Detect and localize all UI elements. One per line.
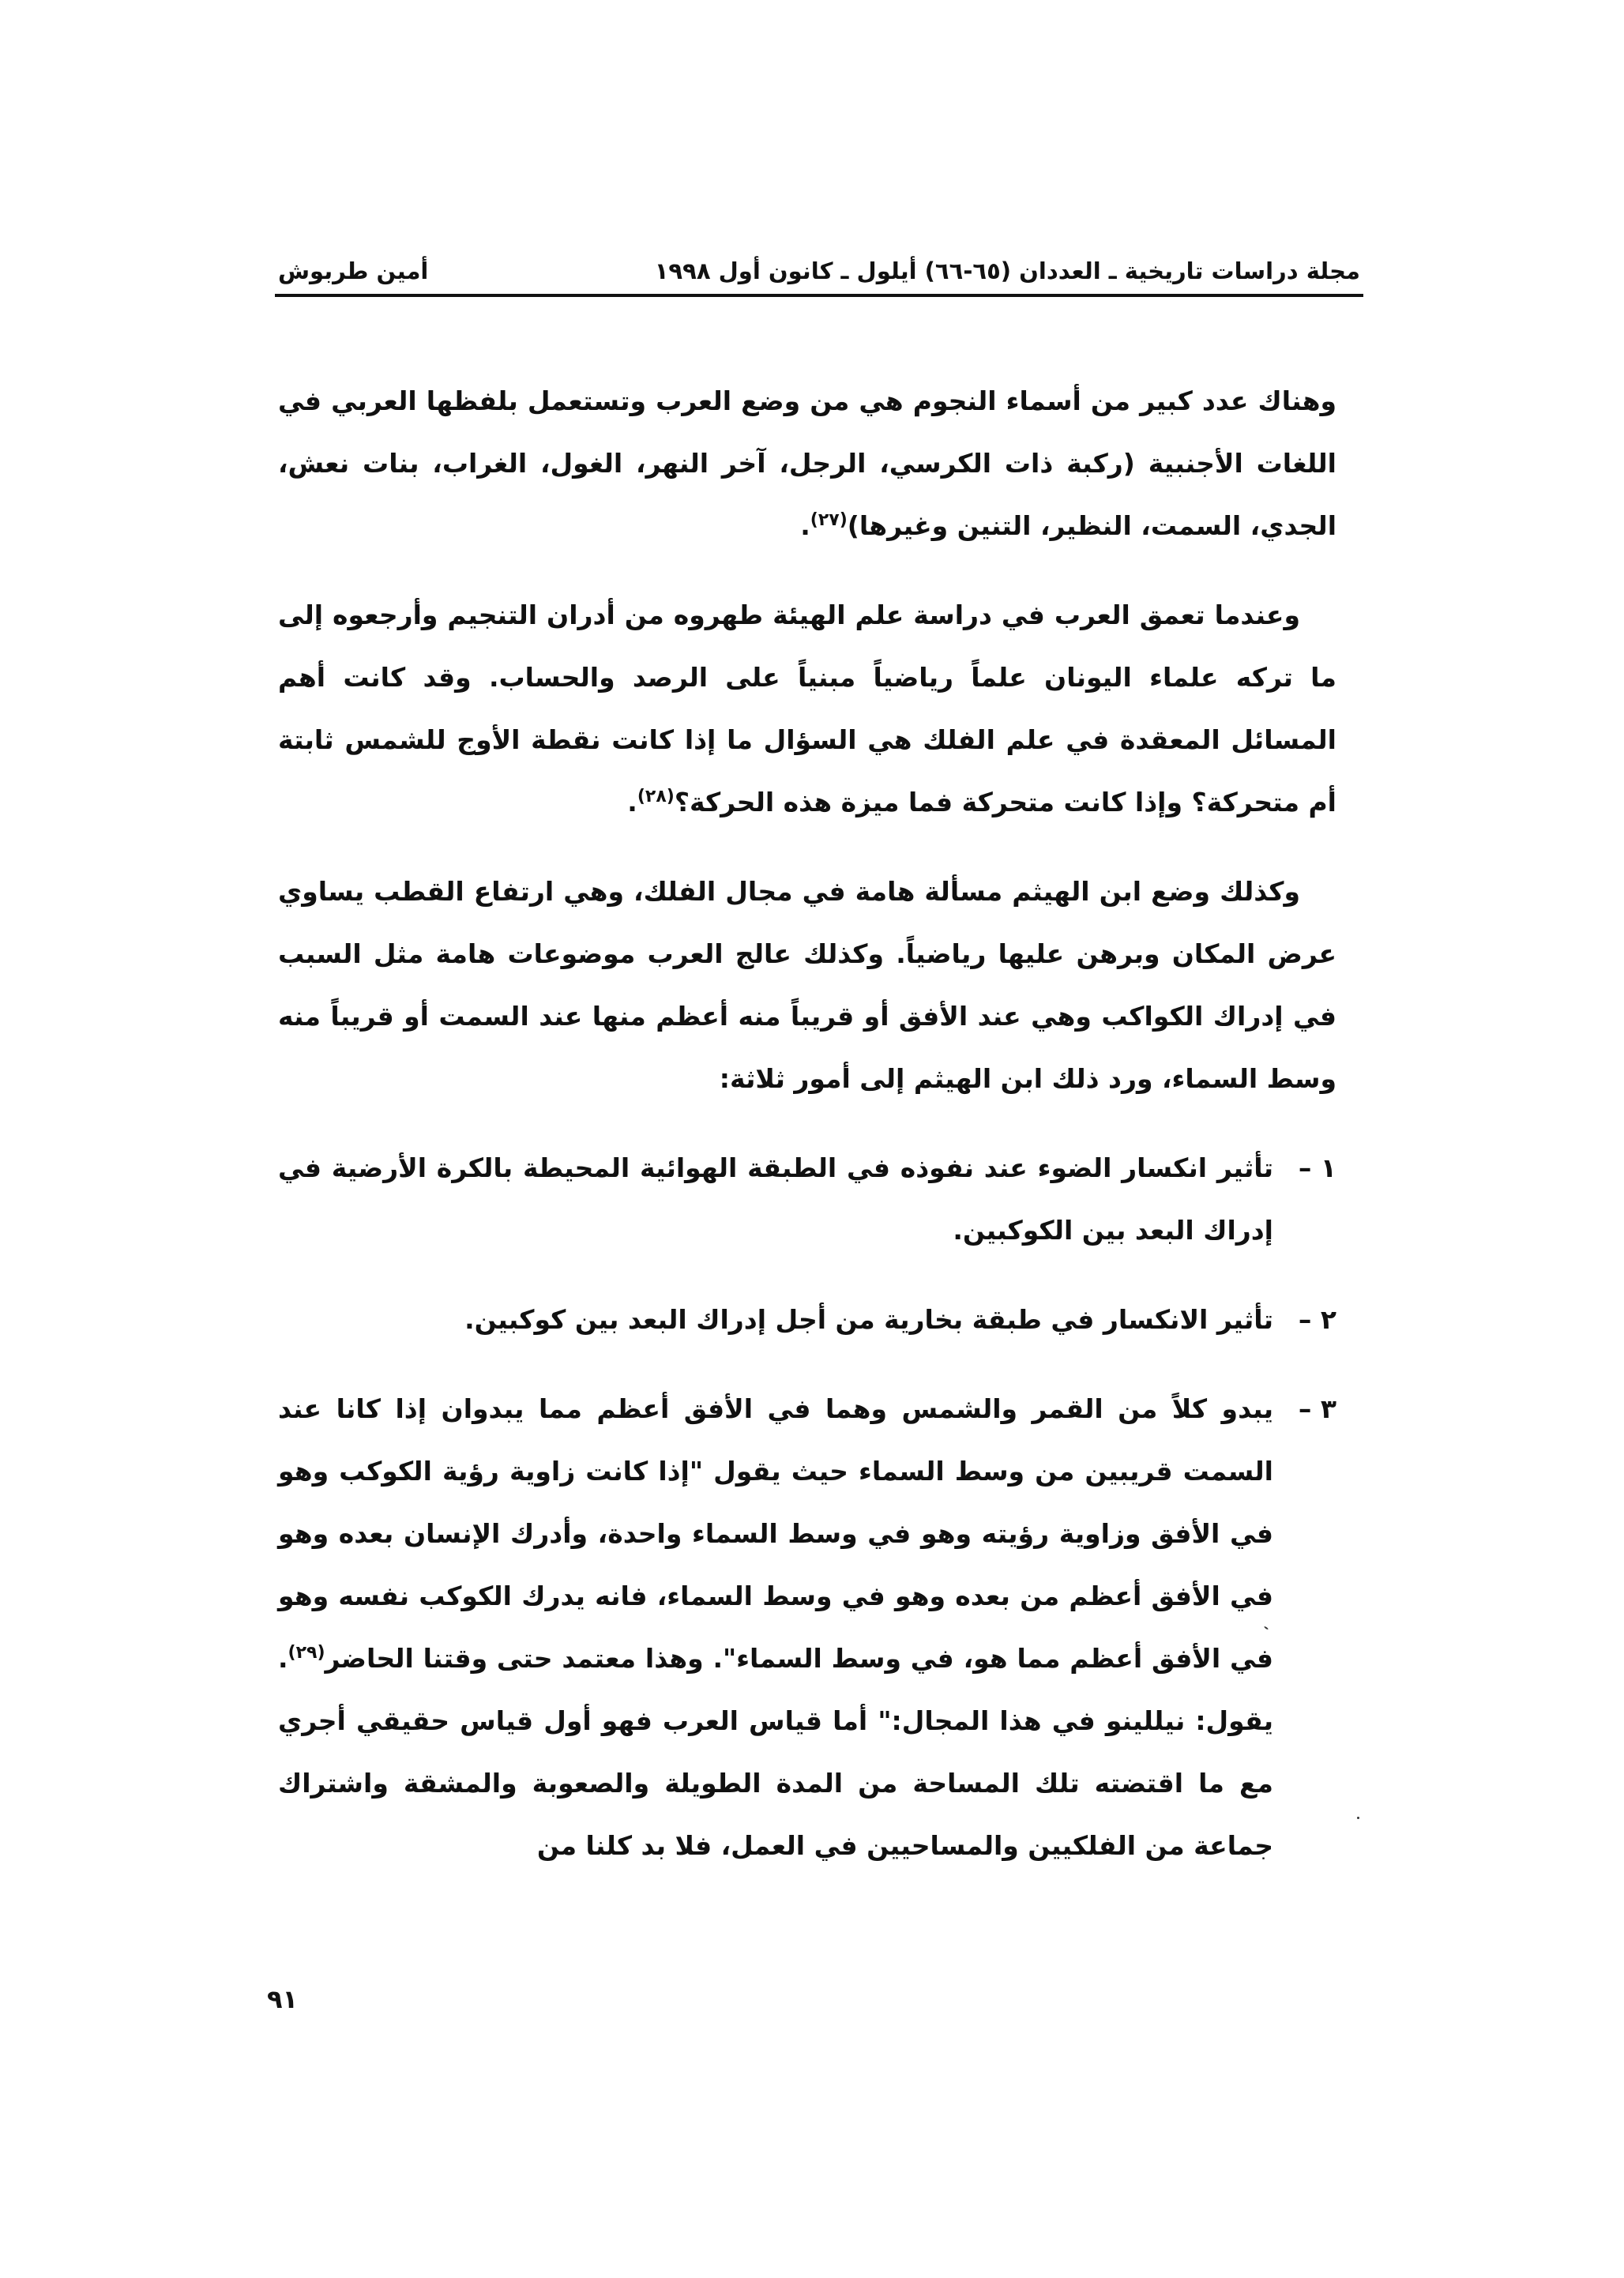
list-item-text-continued: . يقول: نيللينو في هذا المجال:" أما قياس العرب فهو أول قياس حقيقي أجري مع ما اقتضته تلك المساحة من المدة الطويلة والصعوبة والمشقة واشتراك جماعة من الفلكيين والمساحيين في العمل، فلا بد كلنا من — [278, 1643, 1273, 1861]
paragraph — [278, 584, 1336, 833]
paragraph-end: . — [800, 510, 810, 541]
list-item-text: تأثير انكسار الضوء عند نفوذه في الطبقة الهوائية المحيطة بالكرة الأرضية في إدراك البعد بين الكوكبين. — [278, 1152, 1273, 1246]
footnote-ref: (٢٧) — [810, 510, 848, 530]
paragraph — [278, 860, 1336, 1110]
page-number: ٩١ — [267, 1984, 299, 2014]
numbered-list — [278, 1137, 1336, 1877]
list-item — [278, 1378, 1336, 1877]
author-name: أمين طربوش — [278, 257, 429, 284]
journal-info: مجلة دراسات تاريخية ـ العددان (٦٥-٦٦) أيلول ـ كانون أول ١٩٩٨ — [654, 257, 1360, 284]
list-marker: ٢ – — [1298, 1304, 1336, 1335]
header-rule — [275, 294, 1363, 297]
footnote-ref: (٢٨) — [637, 787, 675, 806]
list-item-text: يبدو كلاً من القمر والشمس وهما في الأفق أعظم مما يبدوان إذا كانا عند السمت قريبين من وسط السماء حيث يقول "إذا كانت زاوية رؤية الكوكب وهو في الأفق وزاوية رؤيته وهو في وسط السماء واحدة، وأدرك الإنسان بعده وهو في الأفق أعظم من بعده وهو في وسط السماء، فانه يدرك الكوكب نفسه وهو في الأفق أعظم مما هو، في وسط السماء". وهذا معتمد حتى وقتنا الحاضر — [278, 1393, 1273, 1674]
running-header — [278, 251, 1360, 292]
scan-speck — [1357, 1817, 1359, 1819]
paragraph-end: . — [627, 787, 637, 818]
list-item — [278, 1137, 1336, 1261]
body-text — [278, 370, 1336, 1904]
paragraph — [278, 370, 1336, 557]
paragraph-text: وكذلك وضع ابن الهيثم مسألة هامة في مجال الفلك، وهي ارتفاع القطب يساوي عرض المكان وبرهن عليها رياضياً. وكذلك عالج العرب موضوعات هامة مثل السبب في إدراك الكواكب وهي عند الأفق أو قريباً منه أعظم منها عند السمت أو قريباً منه وسط السماء، ورد ذلك ابن الهيثم إلى أمور ثلاثة: — [278, 876, 1336, 1094]
list-item-text: تأثير الانكسار في طبقة بخارية من أجل إدراك البعد بين كوكبين. — [464, 1304, 1273, 1335]
paragraph-text: وهناك عدد كبير من أسماء النجوم هي من وضع العرب وتستعمل بلفظها العربي في اللغات الأجنبية (ركبة ذات الكرسي، الرجل، آخر النهر، الغول، الغراب، بنات نعش، الجدي، السمت، النظير، التنين وغيرها) — [278, 385, 1336, 541]
list-item — [278, 1288, 1336, 1351]
footnote-ref: (٢٩) — [288, 1643, 325, 1663]
list-marker: ٣ – — [1298, 1393, 1336, 1424]
list-marker: ١ – — [1298, 1152, 1336, 1183]
paragraph-text: وعندما تعمق العرب في دراسة علم الهيئة طهروه من أدران التنجيم وأرجعوه إلى ما تركه علماء اليونان علماً رياضياً مبنياً على الرصد والحساب. وقد كانت أهم المسائل المعقدة في علم الفلك هي السؤال ما إذا كانت نقطة الأوج للشمس ثابتة أم متحركة؟ وإذا كانت متحركة فما ميزة هذه الحركة؟ — [278, 600, 1336, 818]
